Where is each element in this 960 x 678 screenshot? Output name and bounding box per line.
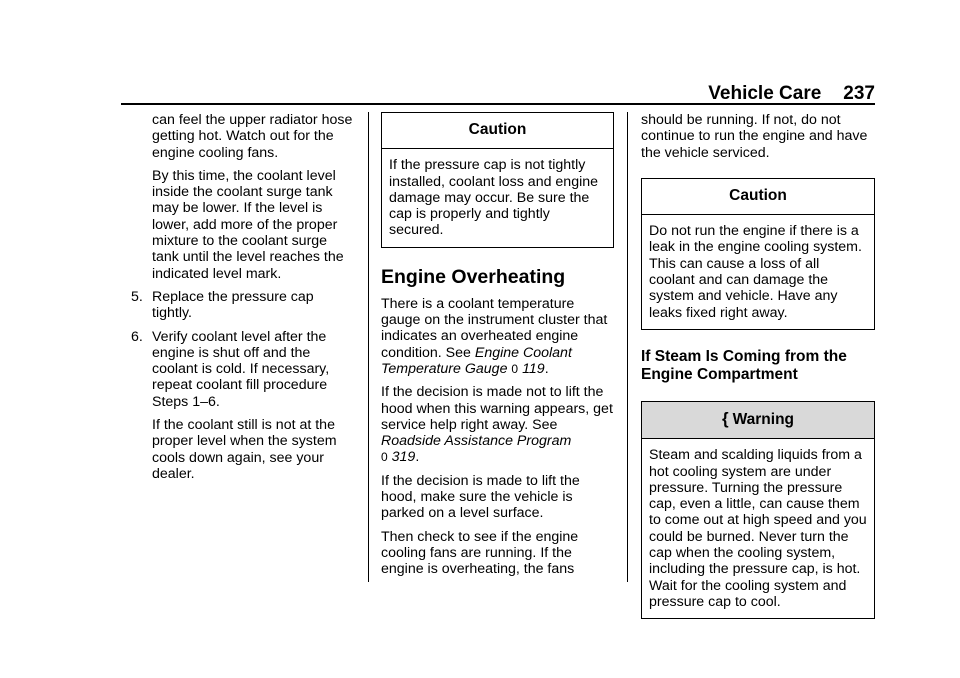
caution-title: Caution xyxy=(642,179,874,215)
caution-title: Caution xyxy=(382,113,613,149)
page-number: 237 xyxy=(843,83,875,104)
paragraph-text: If the decision is made not to lift the hood when this warning appears, get service help right away. See xyxy=(381,384,613,433)
gauge-paragraph: There is a coolant temperature gauge on the instrument cluster that indicates an overheated engine condition. See Engine Coolant Temperature Gauge 0 119. xyxy=(381,295,608,377)
caution-text: If the pressure cap is not tightly installed, coolant loss and engine damage may occur. Be sure the cap is properly and tightly secured. xyxy=(389,157,599,239)
page-reference[interactable]: 119 xyxy=(522,360,545,377)
page-header xyxy=(0,83,875,105)
step-text: Verify coolant level after the engine is shut off and the coolant is cold. If necessary, repeat coolant fill procedure Steps 1–6. xyxy=(152,328,330,410)
page-ref-icon: 0 xyxy=(381,450,388,465)
section-title: Vehicle Care xyxy=(708,83,822,104)
cross-reference-link[interactable]: Roadside Assistance Program xyxy=(381,433,572,450)
warning-header xyxy=(642,402,874,439)
caution-box xyxy=(641,178,875,330)
column-2 xyxy=(381,112,614,585)
subsection-heading: If Steam Is Coming from the Engine Compartment xyxy=(641,347,847,383)
step-item xyxy=(131,289,354,322)
page-reference[interactable]: 319 xyxy=(391,449,416,466)
cooling-fans-paragraph: Then check to see if the engine cooling fans are running. If the engine is overheating, the fans xyxy=(381,528,579,578)
step-number: 6. xyxy=(131,328,143,345)
column-divider-1 xyxy=(368,112,369,582)
page-ref-icon: 0 xyxy=(511,361,519,376)
column-1 xyxy=(131,112,354,489)
step-text: Replace the pressure cap tightly. xyxy=(152,288,314,322)
lift-hood-paragraph: If the decision is made to lift the hood, make sure the vehicle is parked on a level surface. xyxy=(381,472,580,522)
warning-box xyxy=(641,401,875,619)
column-divider-2 xyxy=(627,112,628,582)
paragraph-text: There is a coolant temperature gauge on the instrument cluster that indicates an overheated engine condition. See xyxy=(381,295,608,361)
step-number: 5. xyxy=(131,288,143,305)
column-3 xyxy=(641,112,875,637)
dealer-paragraph: If the coolant still is not at the proper level when the system cools down again, see your dealer. xyxy=(152,417,337,482)
continued-paragraph: should be running. If not, do not continue to run the engine and have the vehicle serviced. xyxy=(641,112,868,161)
header-rule xyxy=(121,103,875,105)
step-item xyxy=(131,329,354,410)
caution-box xyxy=(381,112,614,248)
warning-text: Steam and scalding liquids from a hot cooling system are under pressure. Turning the pressure cap, even a little, can cause them to come out at high speed and you could be burned. Never turn the cap when the cooling system, including the pressure cap, is hot. Wait for the cooling system and pressure cap to cool. xyxy=(649,447,867,610)
caution-text: Do not run the engine if there is a leak in the engine cooling system. This can cause a loss of all coolant and can damage the system and vehicle. Have any leaks fixed right away. xyxy=(649,223,862,321)
service-paragraph: If the decision is made not to lift the hood when this warning appears, get service help right away. See Roadside Assistance Program 0 319. xyxy=(381,384,613,466)
cross-reference-link[interactable]: Engine Coolant Temperature Gauge xyxy=(381,344,572,377)
continued-paragraph: can feel the upper radiator hose getting hot. Watch out for the engine cooling fans. xyxy=(152,112,353,161)
coolant-level-paragraph: By this time, the coolant level inside the coolant surge tank may be lower. If the level is lower, add more of the proper mixture to the coolant surge tank until the level reaches the indicated level mark. xyxy=(152,167,344,282)
section-heading: Engine Overheating xyxy=(381,265,566,288)
warning-icon: { xyxy=(721,408,729,428)
warning-title: Warning xyxy=(732,410,795,428)
